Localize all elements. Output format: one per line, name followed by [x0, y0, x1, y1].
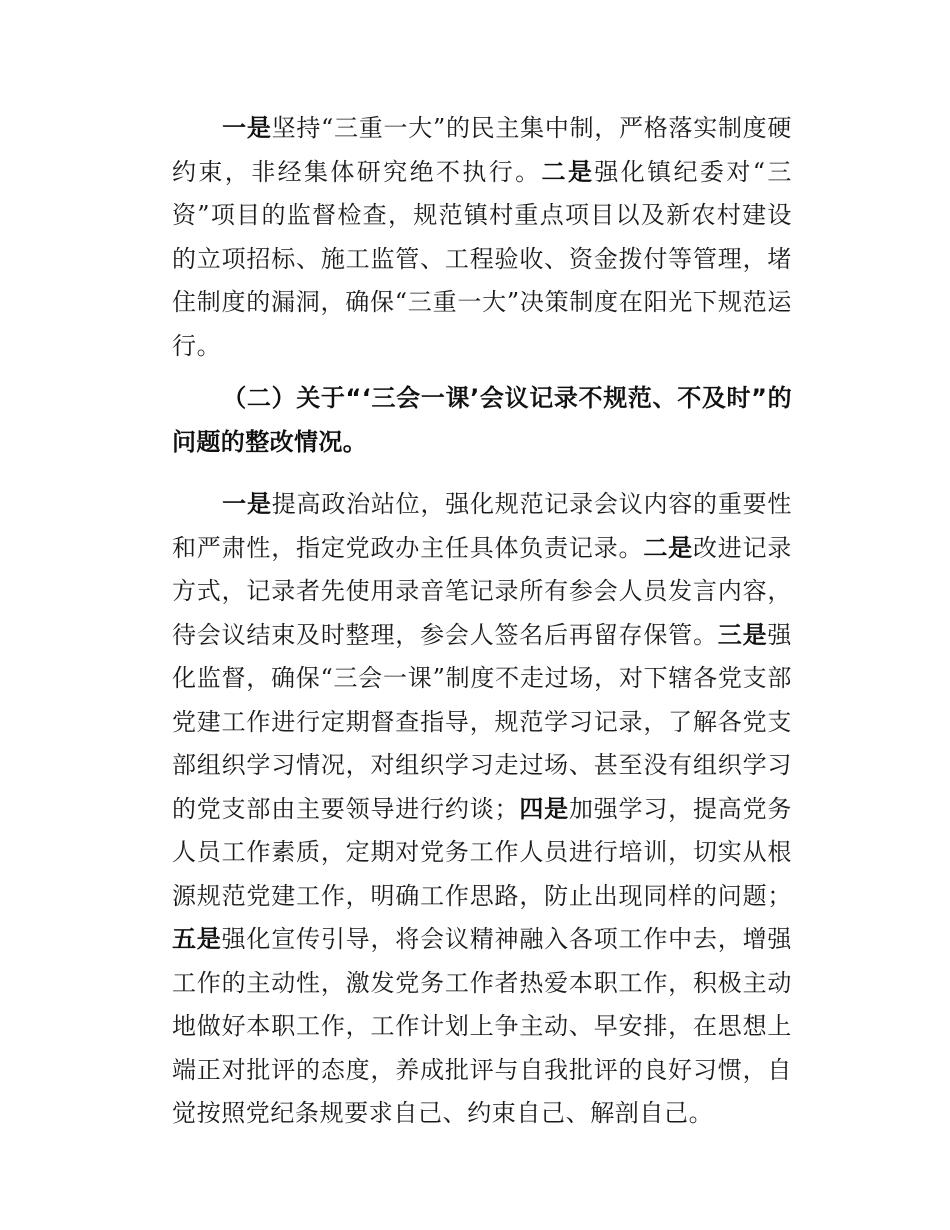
item-text-5: 强化宣传引导，将会议精神融入各项工作中去，增强工作的主动性，激发党务工作者热爱本职工作，积极主动地做好本职工作，工作计划上争主动、早安排，在思想上端正对批评的态度，养成批评与自我批评的良好习惯，自觉按照党纪条规要求自己、约束自己、解剖自己。 [172, 925, 792, 1127]
item-text-1: 坚持“三重一大”的民主集中制，严格落实制度硬约束，非经集体研究绝不执行。 [172, 114, 792, 186]
section-heading-text: （二）关于“‘三会一课’会议记录不规范、不及时”的问题的整改情况。 [172, 384, 792, 456]
item-text-1: 提高政治站位，强化规范记录会议内容的重要性和严肃性，指定党政办主任具体负责记录。 [172, 490, 792, 562]
item-text-2: 改进记录方式，记录者先使用录音笔记录所有参会人员发言内容，待会议结束及时整理，参会人签名后再留存保管。 [172, 533, 793, 649]
item-text-4: 加强学习，提高党务人员工作素质，定期对党务工作人员进行培训，切实从根源规范党建工作，明确工作思路，防止出现同样的问题； [172, 794, 792, 910]
item-label-2: 二是 [541, 157, 595, 186]
paragraph-measures-three-important [172, 107, 792, 368]
item-text-3: 强化监督，确保“三会一课”制度不走过场，对下辖各党支部党建工作进行定期督查指导，规范学习记录，了解各党支部组织学习情况，对组织学习走过场、甚至没有组织学习的党支部由主要领导进行约谈； [172, 620, 793, 823]
item-text-2: 强化镇纪委对“三资”项目的监督检查，规范镇村重点项目以及新农村建设的立项招标、施工监管、工程验收、资金拨付等管理，堵住制度的漏洞，确保“三重一大”决策制度在阳光下规范运行。 [172, 157, 792, 360]
paragraph-rectification-measures [172, 483, 792, 1136]
item-label-3: 三是 [717, 620, 768, 649]
item-label-1: 一是 [222, 114, 272, 142]
section-heading-2 [172, 377, 792, 464]
item-label-4: 四是 [519, 794, 569, 823]
item-label-5: 五是 [172, 925, 222, 953]
item-label-2: 二是 [643, 533, 693, 562]
item-label-1: 一是 [222, 490, 272, 518]
